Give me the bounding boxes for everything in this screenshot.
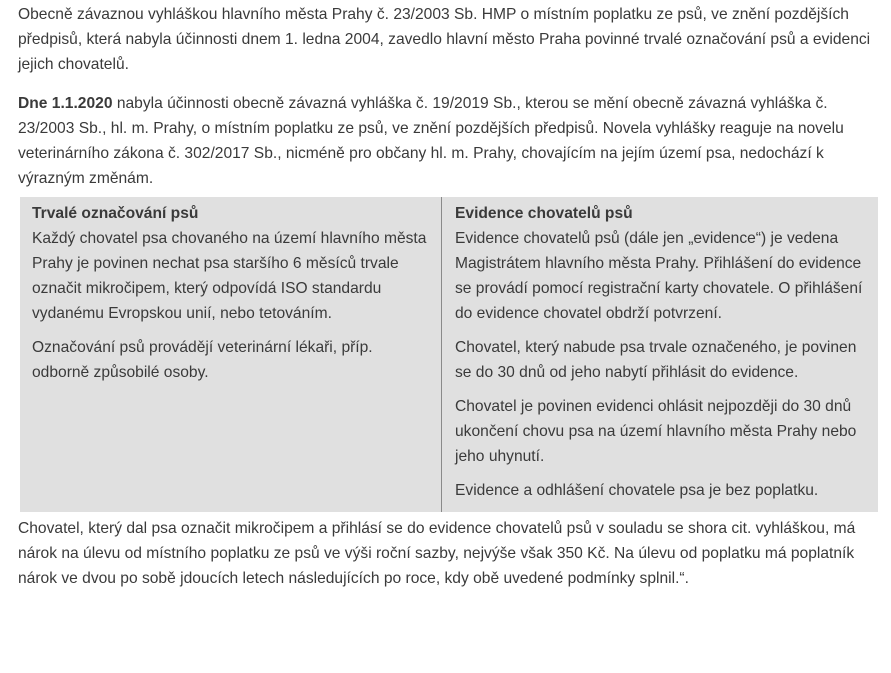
registry-paragraph-1: Evidence chovatelů psů (dále jen „evidence“) je vedena Magistrátem hlavního města Prahy. Přihlášení do evidence se provádí pomocí registrační karty chovatele. O přihlášení do evidence chovatel obdrží potvrzení. [455, 230, 863, 322]
column-title-registry: Evidence chovatelů psů [455, 205, 633, 222]
marking-paragraph-2: Označování psů provádějí veterinární lékaři, příp. odborně způsobilé osoby. [32, 339, 373, 381]
registry-paragraph-2: Chovatel, který nabude psa trvale označeného, je povinen se do 30 dnů od jeho nabytí přihlásit do evidence. [455, 339, 857, 381]
table-column-registry [442, 197, 878, 512]
registry-paragraph-3: Chovatel je povinen evidenci ohlásit nejpozději do 30 dnů ukončení chovu psa na území hlavního města Prahy nebo jeho uhynutí. [455, 398, 857, 465]
marking-paragraph-1: Každý chovatel psa chovaného na území hlavního města Prahy je povinen nechat psa staršího 6 měsíců trvale označit mikročipem, který odpovídá ISO standardu vydanému Evropskou unií, nebo tetováním. [32, 230, 427, 322]
registry-paragraph-4: Evidence a odhlášení chovatele psa je bez poplatku. [455, 482, 819, 499]
intro-paragraph-2-text: nabyla účinnosti obecně závazná vyhláška č. 19/2019 Sb., kterou se mění obecně závazná vyhláška č. 23/2003 Sb., hl. m. Prahy, o místním poplatku ze psů, ve znění pozdějších předpisů. Novela vyhlášky reaguje na novelu veterinárního zákona č. 302/2017 Sb., nicméně pro občany hl. m. Prahy, chovajícím na jejím území psa, nedochází k výrazným změnám. [18, 95, 844, 187]
info-table [20, 197, 878, 512]
effective-date: Dne 1.1.2020 [18, 95, 113, 112]
outro-paragraph: Chovatel, který dal psa označit mikročipem a přihlásí se do evidence chovatelů psů v souladu se shora cit. vyhláškou, má nárok na úlevu od místního poplatku ze psů ve výši roční sazby, nejvýše však 350 Kč. Na úlevu od poplatku má poplatník nárok ve dvou po sobě jdoucích letech následujících po roce, kdy obě uvedené podmínky splnil.“. [18, 520, 856, 587]
table-column-marking [20, 197, 442, 512]
intro-paragraph-2 [18, 91, 879, 191]
intro-paragraph-1: Obecně závaznou vyhláškou hlavního města Prahy č. 23/2003 Sb. HMP o místním poplatku ze psů, ve znění pozdějších předpisů, která nabyla účinnosti dnem 1. ledna 2004, zavedlo hlavní město Praha povinné trvalé označování psů a evidenci jejich chovatelů. [18, 6, 871, 73]
column-title-marking: Trvalé označování psů [32, 205, 199, 222]
